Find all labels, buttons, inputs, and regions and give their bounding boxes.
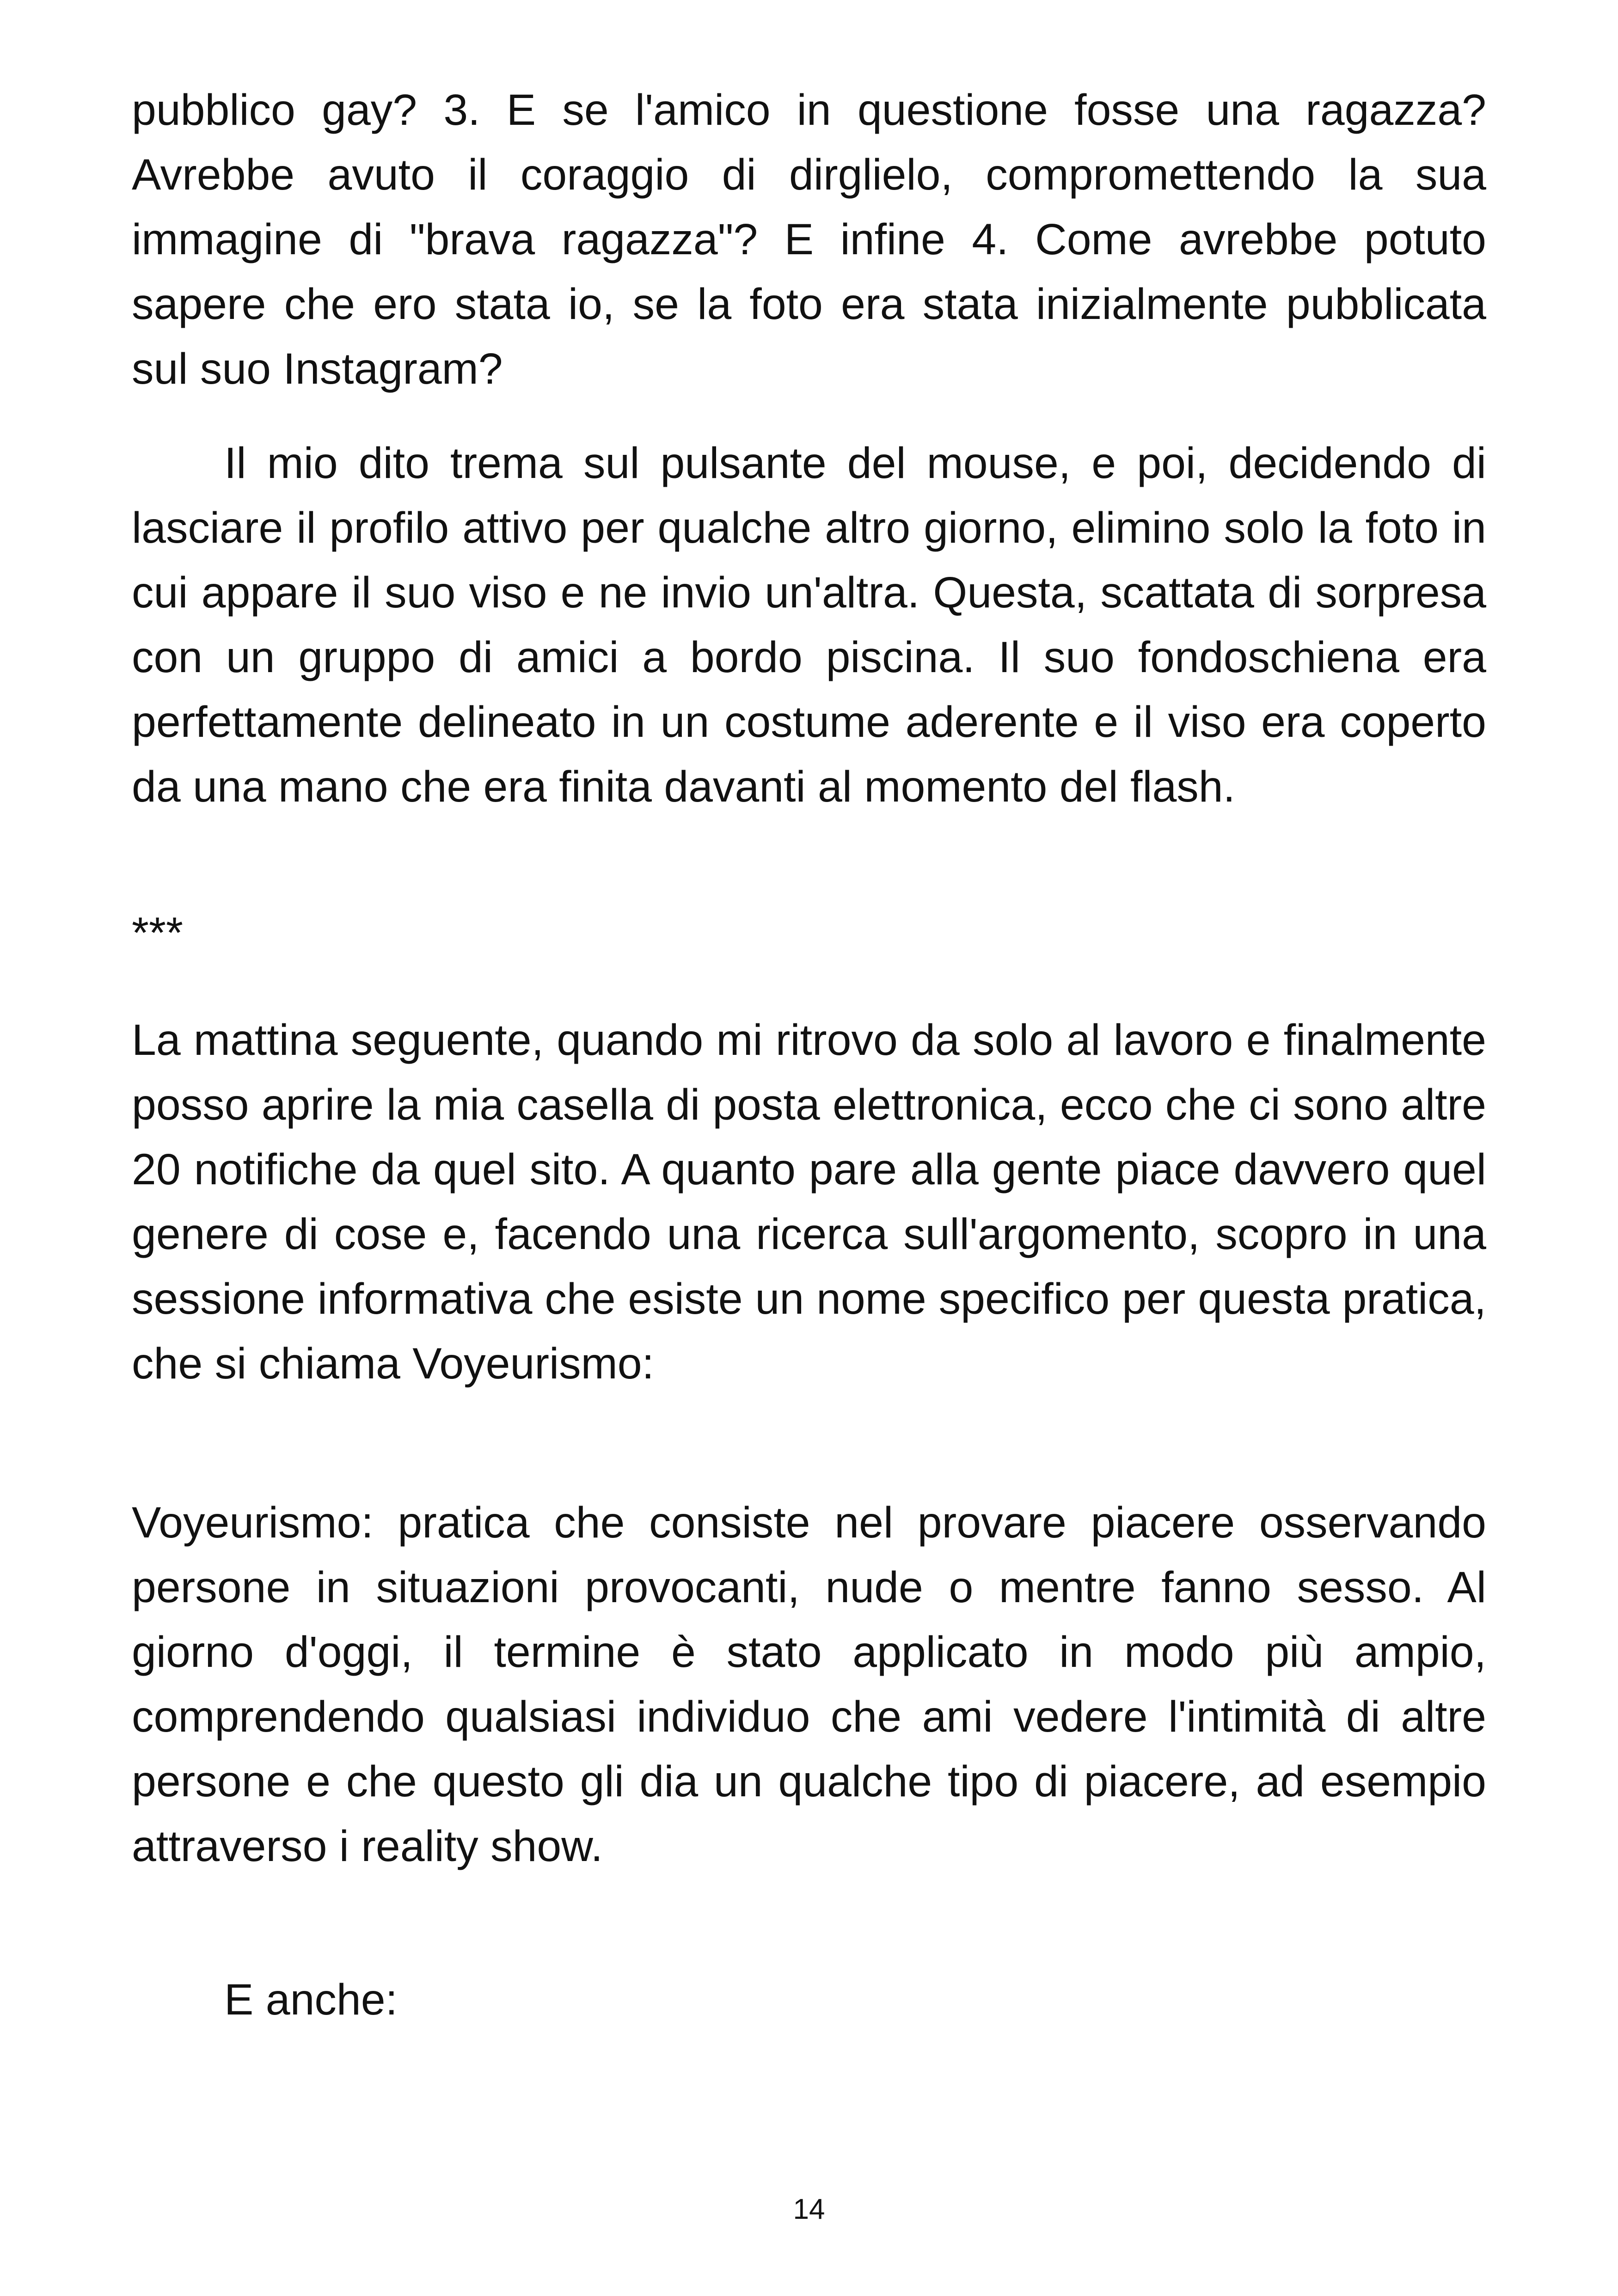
paragraph-mouse-button: Il mio dito trema sul pulsante del mouse, e poi, decidendo di lasciare il profilo attivo per qualche altro giorno, elimino solo la foto in cui appare il suo viso e ne invio un'altra. Questa, scattata di sorpresa con un gruppo di amici a bordo piscina. Il suo fondoschiena era perfettamente delineato in un costume aderente e il viso era coperto da una mano che era finita davanti al momento del flash.: [132, 439, 1486, 811]
paragraph-continuation: pubblico gay? 3. E se l'amico in questione fosse una ragazza? Avrebbe avuto il coraggio di dirglielo, compromettendo la sua immagine di "brava ragazza"? E infine 4. Come avrebbe potuto sapere che ero stata io, se la foto era stata inizialmente pubblicata sul suo Instagram?: [132, 86, 1486, 393]
paragraph-next-morning: La mattina seguente, quando mi ritrovo da solo al lavoro e finalmente posso aprire la mia casella di posta elettronica, ecco che ci sono altre 20 notifiche da quel sito. A quanto pare alla gente piace davvero quel genere di cose e, facendo una ricerca sull'argomento, scopro in una sessione informativa che esiste un nome specifico per questa pratica, che si chiama Voyeurismo:: [132, 1016, 1486, 1388]
section-separator: ***: [132, 908, 183, 957]
paragraph-voyeurism-definition: Voyeurismo: pratica che consiste nel provare piacere osservando persone in situazioni provocanti, nude o mentre fanno sesso. Al giorno d'oggi, il termine è stato applicato in modo più ampio, comprendendo qualsiasi individuo che ami vedere l'intimità di altre persone e che questo gli dia un qualche tipo di piacere, ad esempio attraverso i reality show.: [132, 1498, 1486, 1871]
page-number: 14: [793, 2193, 825, 2225]
paragraph-e-anche: E anche:: [224, 1975, 398, 2024]
